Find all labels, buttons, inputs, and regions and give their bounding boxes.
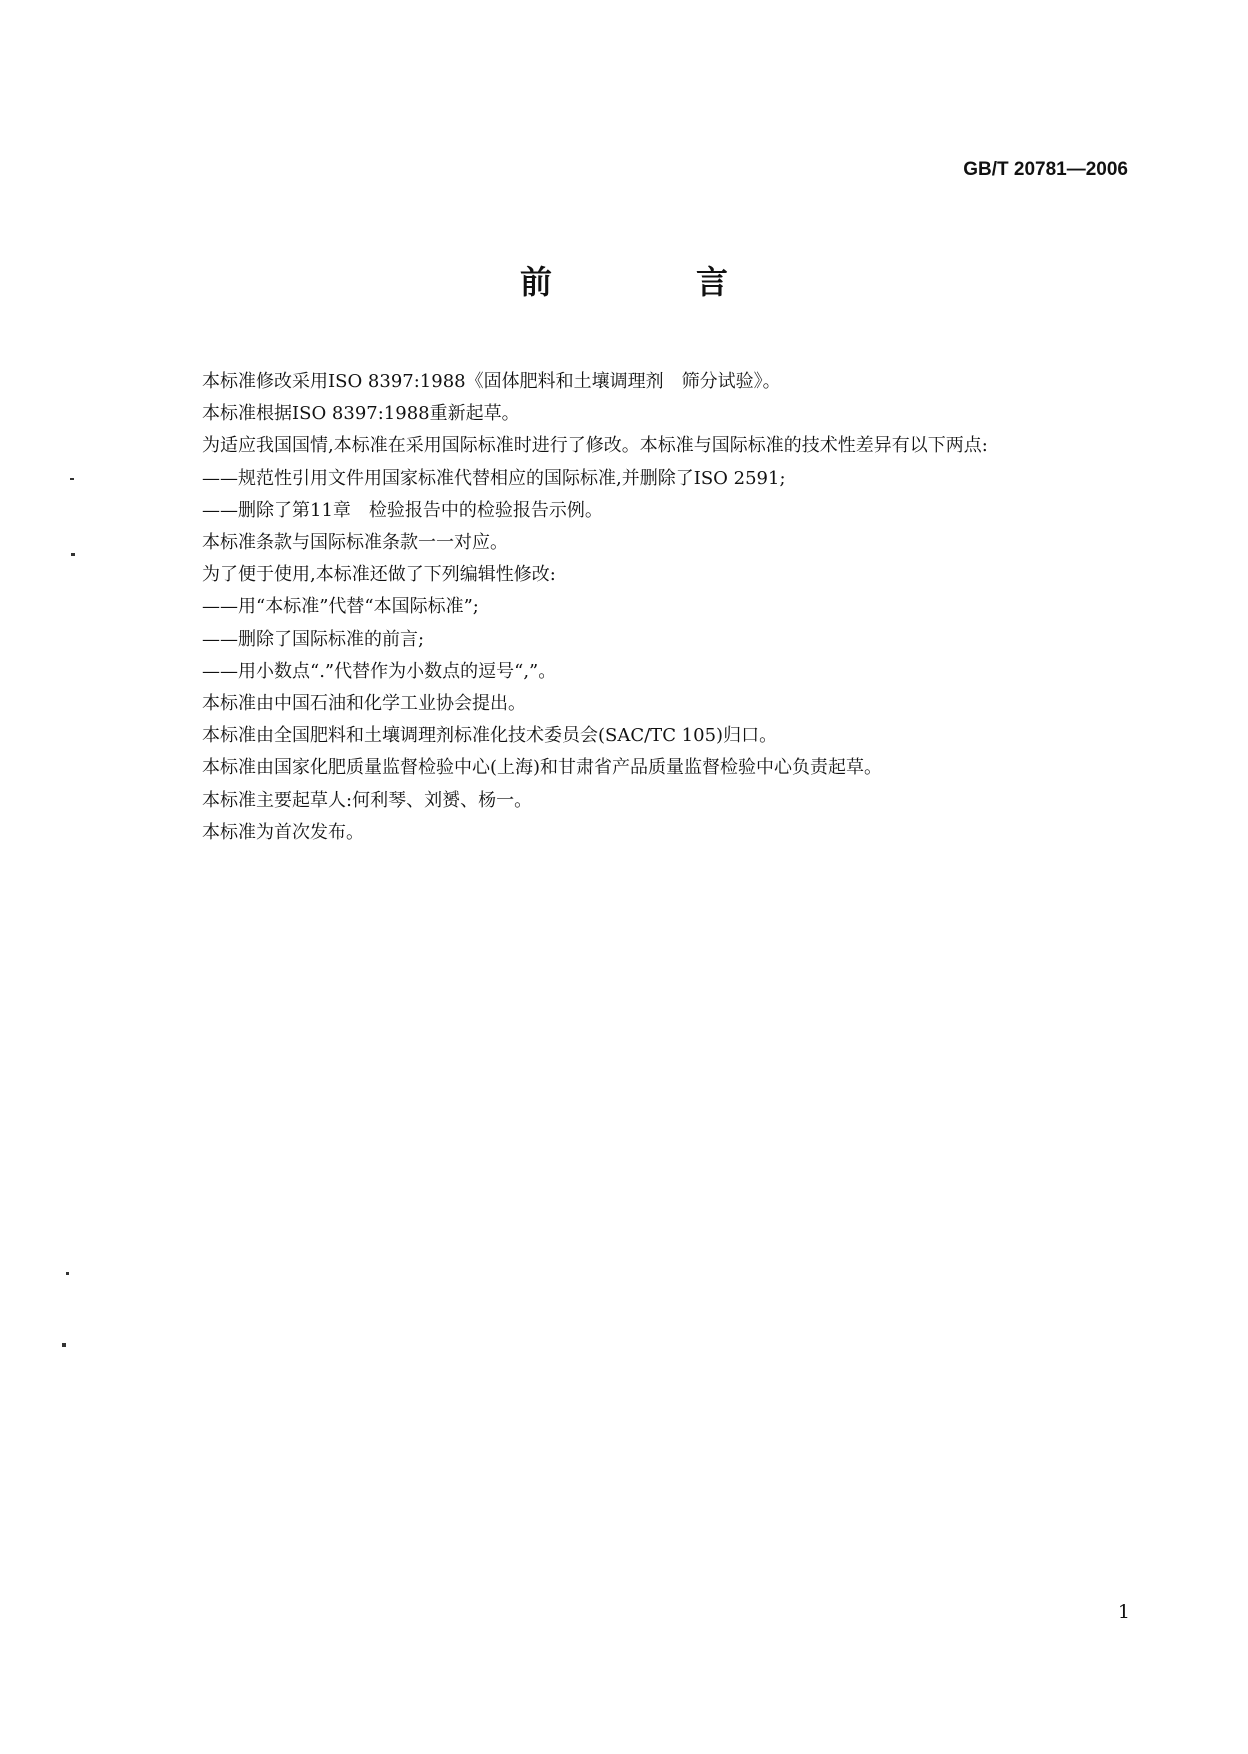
paragraph: 本标准条款与国际标准条款一一对应。 [202,532,508,554]
list-item: ——用小数点“.”代替作为小数点的逗号“,”。 [202,660,557,682]
paragraph: 为了便于使用,本标准还做了下列编辑性修改: [202,564,556,586]
paragraph: 为适应我国国情,本标准在采用国际标准时进行了修改。本标准与国际标准的技术性差异有以下两点: [202,435,988,457]
page-number: 1 [1117,1601,1130,1623]
foreword-body [160,366,1130,849]
paragraph: 本标准由中国石油和化学工业协会提出。 [202,693,526,715]
paragraph: 本标准由国家化肥质量监督检验中心(上海)和甘肃省产品质量监督检验中心负责起草。 [202,757,883,779]
page-title: 前 言 [519,263,784,301]
scan-speck [71,553,75,556]
standard-number: GB/T 20781—2006 [963,159,1128,180]
paragraph: 本标准主要起草人:何利琴、刘赟、杨一。 [202,789,533,811]
scan-speck [66,1272,69,1275]
list-item: ——用“本标准”代替“本国际标准”; [202,596,479,618]
list-item: ——删除了第11章 检验报告中的检验报告示例。 [202,499,603,521]
paragraph: 本标准由全国肥料和土壤调理剂标准化技术委员会(SAC/TC 105)归口。 [202,725,778,747]
paragraph: 本标准为首次发布。 [202,821,364,843]
paragraph: 本标准根据ISO 8397:1988重新起草。 [202,403,520,425]
paragraph: 本标准修改采用ISO 8397:1988《固体肥料和土壤调理剂 筛分试验》。 [202,371,781,392]
scan-speck [70,478,74,480]
scan-speck [62,1343,66,1347]
list-item: ——删除了国际标准的前言; [202,628,425,650]
list-item: ——规范性引用文件用国家标准代替相应的国际标准,并删除了ISO 2591; [202,467,786,489]
